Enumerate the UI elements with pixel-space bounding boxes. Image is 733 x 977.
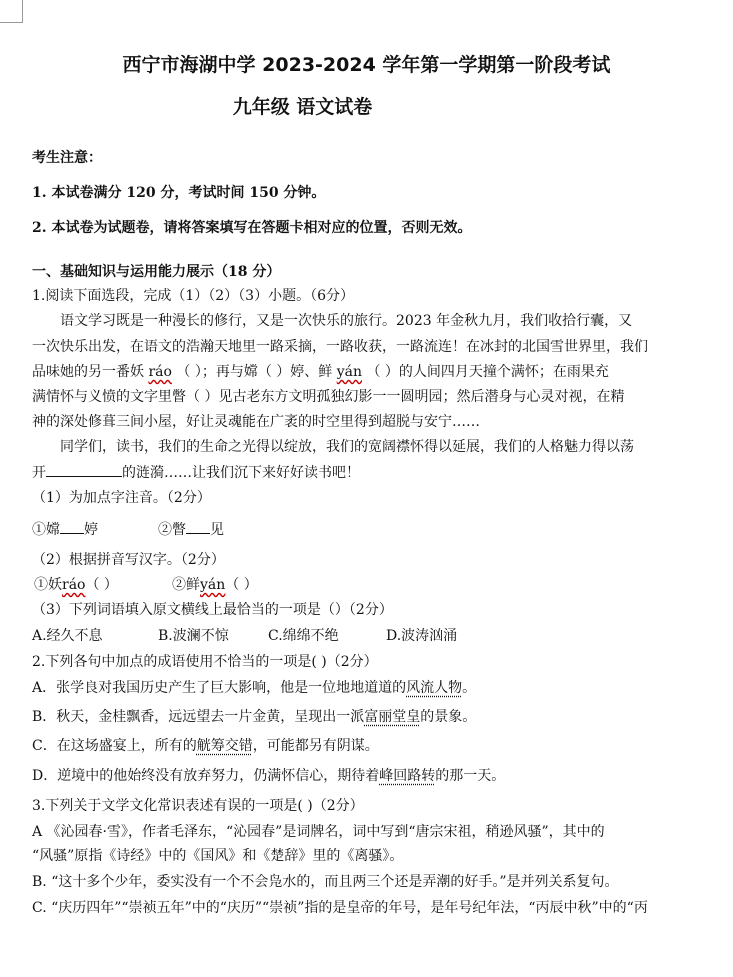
page-corner-mark <box>0 0 23 23</box>
passage-line-3-part-a: 品味她的另一番妖 <box>32 364 144 380</box>
sub2-item-a <box>34 575 118 595</box>
passage-p2-line-1: 同学们，读书，我们的生命之光得以绽放，我们的宽阔襟怀得以延展，我们的人格魅力得以荡 <box>60 439 634 455</box>
passage-line-3-part-b: （ ）；再与嫦（ ）婷、鲜 <box>176 364 333 380</box>
passage-line-5: 神的深处修葺三间小屋，好让灵魂能在广袤的时空里得到超脱与安宁…… <box>32 414 480 430</box>
q2-a-text: A．张学良对我国历史产生了巨大影响，他是一位地地道道的 <box>32 680 407 696</box>
option-c: C.绵绵不绝 <box>268 628 339 644</box>
q2-option-d <box>32 766 715 786</box>
sub2-pinyin-rao: ráo <box>62 577 86 593</box>
sub1-item-a-char: ①嫦 <box>32 522 60 538</box>
exam-subtitle: 九年级 语文试卷 <box>232 96 373 118</box>
answer-blank[interactable] <box>60 519 84 534</box>
answer-blank[interactable] <box>186 519 210 534</box>
sub2-item-a-char: ①妖 <box>34 577 62 593</box>
question-2-stem: 2.下列各句中加点的成语使用不恰当的一项是( )（2分） <box>32 654 378 670</box>
q2-c-end: ，可能都另有阴谋。 <box>252 738 379 754</box>
sub2-item-b <box>172 575 258 595</box>
sub-question-1: （1）为加点字注音。（2分） <box>32 490 211 506</box>
sub-question-3: （3）下列词语填入原文横线上最恰当的一项是（）（2分） <box>32 602 393 618</box>
q2-option-c <box>32 736 715 756</box>
passage-line-2: 一次快乐出发，在语文的浩瀚天地里一路采摘，一路收获，一路流连！在冰封的北国雪世界里，我们 <box>32 339 648 355</box>
option-d: D.波涛汹涌 <box>386 628 458 644</box>
q2-option-a <box>32 678 715 698</box>
notice-item-1: 1. 本试卷满分 120 分，考试时间 150 分钟。 <box>32 185 326 201</box>
option-b: B.波澜不惊 <box>158 628 229 644</box>
q2-c-text: C．在这场盛宴上，所有的 <box>32 738 197 754</box>
passage-line-4: 满情怀与义愤的文字里瞥（ ）见古老东方文明孤独幻影一一圆明园；然后潜身与心灵对视，在精 <box>32 389 625 405</box>
q2-b-idiom: 富丽堂皇 <box>364 709 421 725</box>
q2-d-idiom: 峰回路转 <box>379 768 436 784</box>
sub-question-2: （2）根据拼音写汉字。（2分） <box>32 552 225 568</box>
q2-a-idiom: 风流人物 <box>406 680 463 696</box>
passage-p2-line-2-part-a: 开 <box>32 465 46 481</box>
q3-option-a-line-2: “风骚”原指《诗经》中的《国风》和《楚辞》里的《离骚》。 <box>32 848 404 864</box>
option-a: A.经久不息 <box>32 628 103 644</box>
q2-d-end: 的那一天。 <box>435 768 506 784</box>
sub2-item-a-blank: （ ） <box>85 577 118 593</box>
notice-item-2: 2. 本试卷为试题卷，请将答案填写在答题卡相对应的位置，否则无效。 <box>32 220 472 236</box>
sub2-item-b-char: ②鲜 <box>172 577 200 593</box>
passage-p2-line-2-part-b: 的涟漪……让我们沉下来好好读书吧！ <box>122 465 360 481</box>
q3-option-b: B. “这十多个少年，委实没有一个不会凫水的，而且两三个还是弄潮的好手。”是并列关系复句。 <box>32 874 619 890</box>
passage-line-3-part-c: （ ）的人间四月天撞个满怀；在雨果充 <box>366 364 609 380</box>
sub1-item-b <box>158 519 224 540</box>
question-3-stem: 3.下列关于文学文化常识表述有误的一项是( )（2分） <box>32 798 364 814</box>
passage-p2-line-2 <box>32 462 715 483</box>
fill-blank[interactable] <box>46 462 122 477</box>
q2-b-end: 的景象。 <box>420 709 477 725</box>
sub2-pinyin-yan: yán <box>200 577 226 593</box>
sub2-item-b-blank: （ ） <box>225 577 258 593</box>
q3-option-c: C. “庆历四年”“崇祯五年”中的“庆历”“崇祯”指的是皇帝的年号，是年号纪年法，“丙辰中秋”中的“丙 <box>32 900 648 916</box>
q2-c-idiom: 觥筹交错 <box>196 738 253 754</box>
q2-b-text: B．秋天，金桂飘香，远远望去一片金黄，呈现出一派 <box>32 709 365 725</box>
notice-heading: 考生注意： <box>32 150 102 166</box>
q2-d-text: D．逆境中的他始终没有放弃努力，仍满怀信心，期待着 <box>32 768 380 784</box>
question-1-stem: 1.阅读下面选段，完成（1）（2）（3）小题。（6分） <box>32 288 354 304</box>
sub1-item-b-char: ②瞥 <box>158 522 186 538</box>
passage-line-1: 语文学习既是一种漫长的修行，又是一次快乐的旅行。2023 年金秋九月，我们收拾行囊，又 <box>60 313 633 329</box>
q2-option-b <box>32 707 715 727</box>
sub1-item-b-char2: 见 <box>210 522 224 538</box>
sub1-item-a <box>32 519 98 540</box>
pinyin-yan: yán <box>336 364 363 380</box>
q2-a-end: 。 <box>462 680 477 696</box>
pinyin-rao: ráo <box>148 364 172 380</box>
section-1-heading: 一、基础知识与运用能力展示（18 分） <box>32 264 281 280</box>
q3-option-a-line-1: A 《沁园春·雪》，作者毛泽东，“沁园春”是词牌名，词中写到“唐宗宋祖，稍逊风骚”，其中的 <box>32 824 605 840</box>
passage-line-3 <box>32 362 715 382</box>
sub1-item-a-char2: 婷 <box>84 522 98 538</box>
exam-title: 西宁市海湖中学 2023-2024 学年第一学期第一阶段考试 <box>122 54 611 76</box>
